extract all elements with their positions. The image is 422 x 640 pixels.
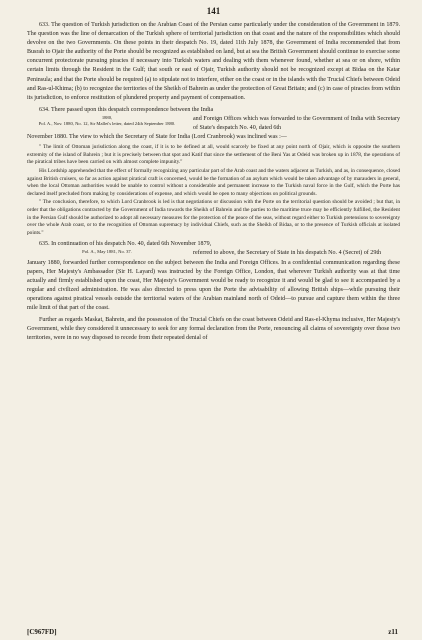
paragraph-635-marginal-block	[27, 249, 400, 258]
footer-signature-mark: z11	[388, 628, 398, 636]
marginal-reference-634	[27, 115, 187, 127]
paragraph-634-marginal-block	[27, 115, 400, 133]
marginal-reference-text: Pol. A., Nov. 1880, No. 12, Sir Mallet's letter, dated 24th September 1880.	[38, 120, 176, 126]
paragraph-635-continuation: Further as regards Maskat, Bahrein, and the possession of the Trucial Chiefs on the coast between Odeid and Ras-el-Khyma inclusive, Her Majesty's Government, while they considered it unnecessary to seek for any formal declaration from the Porte, renouncing all claims of sovereignty over those two territories, were in no way disposed to recede from their repeated denial of	[27, 317, 400, 342]
paragraph-635-rest: January 1880, forwarded further correspondence on the subject between the India and Foreign Offices. In a confidential communication regarding these papers, Her Majesty's Ambassador (Sir H. Layard) was instructed by the Foreign Office, London, that wherever Turkish authority was at that time actually and firmly established upon the coast, Her Majesty's Government would be ready to recognize it and would be glad to see it accompanied by a regular and civilized administration. He was also directed to press upon the Porte the advisability of allowing British ships—while pursuing their operations against piratical vessels outside the territorial waters of the Arabian mainland north of Odeid—to pursue and capture them within the three mile limit of that part of the coast.	[27, 259, 400, 311]
paragraph-635-right: referred to above, the Secretary of State in his despatch No. 4 (Secret) of 29th	[193, 250, 382, 257]
paragraph-634-first-line: 634. There passed upon this despatch correspondence between the India	[39, 106, 214, 113]
marginal-year: 1880,	[101, 114, 113, 120]
quotation-conclusion: " The conclusion, therefore, to which Lord Cranbrook is led is that negotiations or discussion with the Porte on the territorial question should be avoided ; but that, in order that the obligations contracted by the Government of India towards the Sheikh of Bahrein and the parties to the maritime truce may be efficiently fulfilled, the Resident in the Persian Gulf should be authorized to adopt all necessary measures for the protection of the peace of the seas, without regard either to Turkish pretensions to sovereignty over the whole Arab coast, or to the recognition of Ottoman supremacy by individual Chiefs, such as the Sheikh of Bidaa, or to the presence of Turkish officials at isolated points."	[27, 199, 400, 236]
quotation-lordship: His Lordship apprehended that the effect of formally recognizing any particular part of the Arab coast and the waters adjacent as Turkish, and as, in consequence, closed against British cruisers, so far as action against piratical craft is concerned, would be the formation of an asylum which would be taken advantage of by marauders in general, when the local Ottoman authorities would be unable to control without a considerable and permanent increase to the Turkish naval force in the Gulf, which the Porte has declared itself precluded from making by considerations of expense, and which would be open to many objections on political grounds.	[27, 168, 400, 197]
paragraph-634-right: and Foreign Offices which was forwarded to the Government of India with Secretary of State's despatch No. 40, dated 6th	[193, 115, 400, 132]
page-footer	[27, 628, 398, 636]
paragraph-633: 633. The question of Turkish jurisdiction on the Arabian Coast of the Persian came particularly under the consideration of the Government in 1879. The question was the line of demarcation of the Turkish sphere of territorial jurisdiction on that coast and the nature of the responsibilities which should devolve on the two Governments. On these points in their despatch No. 19, dated 11th July 1878, the Government of India recommended that from Busrah to Ojair the authority of the Porte should be recognized as established on land, but at sea the British Government should continue to exercise some concurrent protectorate pursuing piracies if necessary into Turkish waters and dealing with them whenever found, whether at sea or on shore, within certain limits through the Resident in the Gulf; that south or east of Ojair, Turkish authority should not be recognized except at Bidaa on the Katar Peninsula; and that the Porte should be required (a) to stipulate not to interfere, either on the coast or in the islands with the Trucial Chiefs between Odeid and Ras-ul-Khima; (b) to recognize the territories of the Sheikh of Bahrein as under the protection of Great Britain; and (c) in case of piracies from within its jurisdiction, to enforce restitution of plundered property and payment of compensation.	[27, 22, 400, 101]
footer-printer-mark: [C967FD]	[27, 628, 57, 636]
marginal-reference-635: Pol. A., May 1881, No. 37.	[82, 249, 132, 255]
paragraph-634-rest: November 1880. The view to which the Secretary of State for India (Lord Cranbrook) was inclined was :—	[27, 134, 287, 141]
quotation-ottoman-limit: " The limit of Ottoman jurisdiction along the coast, if it is to be defined at all, would scarcely be fixed at any point north of Ojair, which is opposite the southern extremity of the island of Bahrein ; but it is precisely between that spot and Katif that since the settlement of the Beni Yas at Odeid was broken up in 1878, the operations of the piratical tribes have been carried on with almost complete impunity."	[27, 144, 400, 166]
paragraph-635-first-line: 635. In continuation of his despatch No. 40, dated 6th November 1879,	[39, 241, 212, 248]
page-number: 141	[206, 6, 221, 16]
